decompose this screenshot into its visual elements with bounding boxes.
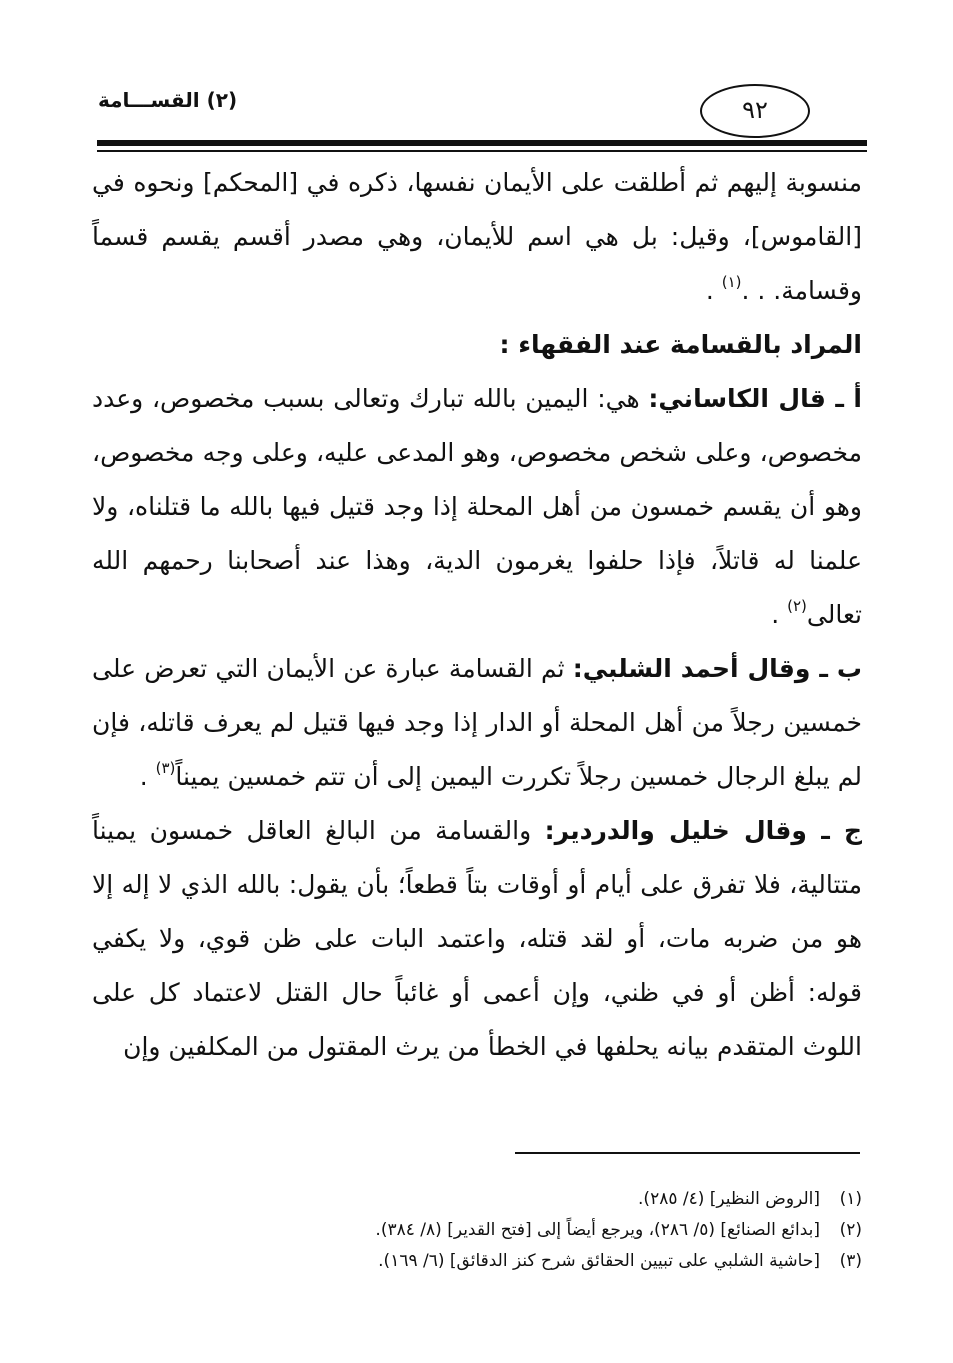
footnote-text: [الروض النظير] (٤/ ٢٨٥). [638,1189,820,1209]
page-number: ٩٢ [700,84,810,138]
footnote-rule [515,1152,860,1154]
paragraph-lead: ج ـ وقال خليل والدردير: [544,816,862,845]
footnote-number: (٣) [839,1251,862,1271]
footnote-item [250,1184,862,1215]
footnote-number: (٢) [839,1220,862,1240]
paragraph-lead: أ ـ قال الكاساني: [648,384,862,413]
running-title: (٢) القســـامة [98,88,238,112]
paragraph-definition: منسوبة إليهم ثم أطلقت على الأيمان نفسها، ذكره في [المحكم] ونحوه في [القاموس]، وقيل: بل هي اسم للأيمان، وهي مصدر أقسم يقسم قسماً وقسامة. . .$^{(١)}$ . [92,168,862,305]
footnote-ref-2: (٢) [787,597,807,615]
paragraph-shalabi: ب ـ وقال أحمد الشلبي: ثم القسامة عبارة عن الأيمان التي تعرض على خمسين رجلاً من أهل المحلة أو الدار إذا وجد فيها قتيل لم يعرف قاتله، فإن لم يبلغ الرجال خمسين رجلاً تكررت اليمين إلى أن تتم خمسين يميناً$^{(٣)}$ . [92,654,863,791]
paragraph-kasani: أ ـ قال الكاساني: هي: اليمين بالله تبارك وتعالى بسبب مخصوص، وعدد مخصوص، وعلى شخص مخصوص، وهو المدعى عليه، وعلى وجه مخصوص، وهو أن يقسم خمسون من أهل المحلة إذا وجد قتيل فيها بالله ما قتلناه، ولا علمنا له قاتلاً، فإذا حلفوا يغرمون الدية، وهذا عند أصحابنا رحمهم الله تعالى$^{(٢)}$ . [92,384,862,629]
header-rule-thin [97,150,867,152]
footnote-ref-1: (١) [721,273,742,291]
section-heading: المراد بالقسامة عند الفقهاء : [499,330,862,359]
footnotes [250,1184,862,1277]
paragraph-khalil: ج ـ وقال خليل والدردير: والقسامة من البالغ العاقل خمسون يميناً متتالية، فلا تفرق على أيام أو أوقات بتاً قطعاً؛ بأن يقول: بالله الذي لا إله إلا هو من ضربه مات، أو لقد قتله، واعتمد البات على ظن قوي، ولا يكفي قوله: أظن أو في ظني، وإن أعمى أو غائباً حال القتل لاعتماد كل على اللوث المتقدم بيانه يحلفها في الخطأ من يرث المقتول من المكلفين وإن [92,816,862,1061]
footnote-ref-3: (٣) [155,759,176,777]
footnote-text: [حاشية الشلبي على تبيين الحقائق شرح كنز الدقائق] (٦/ ١٦٩). [378,1251,820,1271]
main-text [92,156,862,1074]
footnote-number: (١) [839,1189,862,1209]
header-rule-thick [97,140,867,146]
footnote-text: [بدائع الصنائع] (٥/ ٢٨٦)، ويرجع أيضاً إلى [فتح القدير] (٨/ ٣٨٤). [375,1220,820,1240]
paragraph-lead: ب ـ وقال أحمد الشلبي: [572,654,863,683]
footnote-item [250,1246,862,1277]
footnote-item [250,1215,862,1246]
